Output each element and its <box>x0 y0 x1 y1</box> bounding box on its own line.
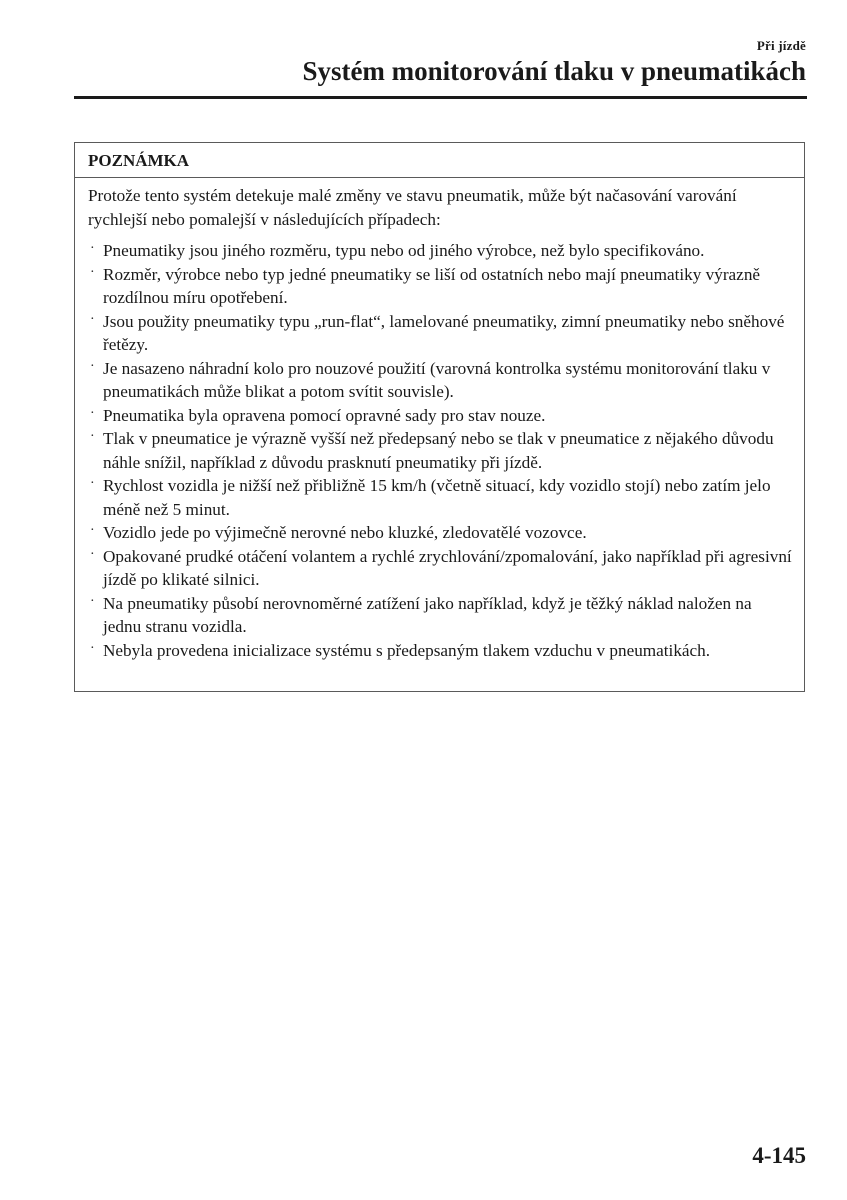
title-rule <box>74 96 807 99</box>
page-title: Systém monitorování tlaku v pneumatikách <box>302 56 806 86</box>
bullet-dot-icon: · <box>90 546 95 562</box>
note-body <box>75 178 804 662</box>
list-item-text: Jsou použity pneumatiky typu „run-flat“, lamelované pneumatiky, zimní pneumatiky nebo sněhové řetězy. <box>103 311 785 354</box>
list-item-text: Je nasazeno náhradní kolo pro nouzové použití (varovná kontrolka systému monitorování tlaku v pneumatikách může blikat a potom svítit souvisle). <box>103 358 771 401</box>
list-item <box>88 239 794 263</box>
list-item-text: Pneumatiky jsou jiného rozměru, typu nebo od jiného výrobce, než bylo specifikováno. <box>103 241 705 260</box>
list-item-text: Nebyla provedena inicializace systému s předepsaným tlakem vzduchu v pneumatikách. <box>103 640 711 660</box>
page-number: 4-145 <box>752 1143 806 1168</box>
bullet-dot-icon: · <box>90 429 95 444</box>
bullet-dot-icon: · <box>90 311 95 327</box>
list-item <box>88 474 794 521</box>
list-item <box>88 545 794 592</box>
bullet-dot-icon: · <box>90 523 95 538</box>
list-item <box>88 639 794 663</box>
bullet-dot-icon: · <box>90 640 95 656</box>
list-item <box>88 404 794 428</box>
note-box <box>74 142 805 692</box>
list-item <box>88 427 794 474</box>
list-item-text: Rychlost vozidla je nižší než přibližně 15 km/h (včetně situací, kdy vozidlo stojí) nebo zatím jelo méně než 5 minut. <box>103 476 771 519</box>
bullet-dot-icon: · <box>90 476 95 491</box>
list-item-text: Tlak v pneumatice je výrazně vyšší než předepsaný nebo se tlak v pneumatice z nějakého důvodu náhle snížil, například z důvodu prasknutí pneumatiky při jízdě. <box>103 429 774 472</box>
section-label: Při jízdě <box>756 38 806 53</box>
list-item-text: Vozidlo jede po výjimečně nerovné nebo kluzké, zledovatělé vozovce. <box>103 523 587 542</box>
list-item-text: Rozměr, výrobce nebo typ jedné pneumatiky se liší od ostatních nebo mají pneumatiky výrazně rozdílnou míru opotřebení. <box>103 264 761 307</box>
note-bullet-list <box>88 239 794 662</box>
list-item <box>88 592 794 639</box>
list-item-text: Pneumatika byla opravena pomocí opravné sady pro stav nouze. <box>103 405 546 425</box>
bullet-dot-icon: · <box>90 264 95 280</box>
bullet-dot-icon: · <box>90 358 95 374</box>
list-item <box>88 357 794 404</box>
note-heading: POZNÁMKA <box>75 143 804 178</box>
bullet-dot-icon: · <box>90 405 95 421</box>
bullet-dot-icon: · <box>90 241 95 256</box>
list-item <box>88 263 794 310</box>
note-intro: Protože tento systém detekuje malé změny ve stavu pneumatik, může být načasování varování rychlejší nebo pomalejší v následujících případech: <box>88 186 737 229</box>
bullet-dot-icon: · <box>90 593 95 609</box>
list-item-text: Na pneumatiky působí nerovnoměrné zatížení jako například, když je těžký náklad naložen na jednu stranu vozidla. <box>103 593 752 636</box>
list-item <box>88 521 794 545</box>
list-item-text: Opakované prudké otáčení volantem a rychlé zrychlování/zpomalování, jako například při agresivní jízdě po klikaté silnici. <box>103 546 792 589</box>
list-item <box>88 310 794 357</box>
